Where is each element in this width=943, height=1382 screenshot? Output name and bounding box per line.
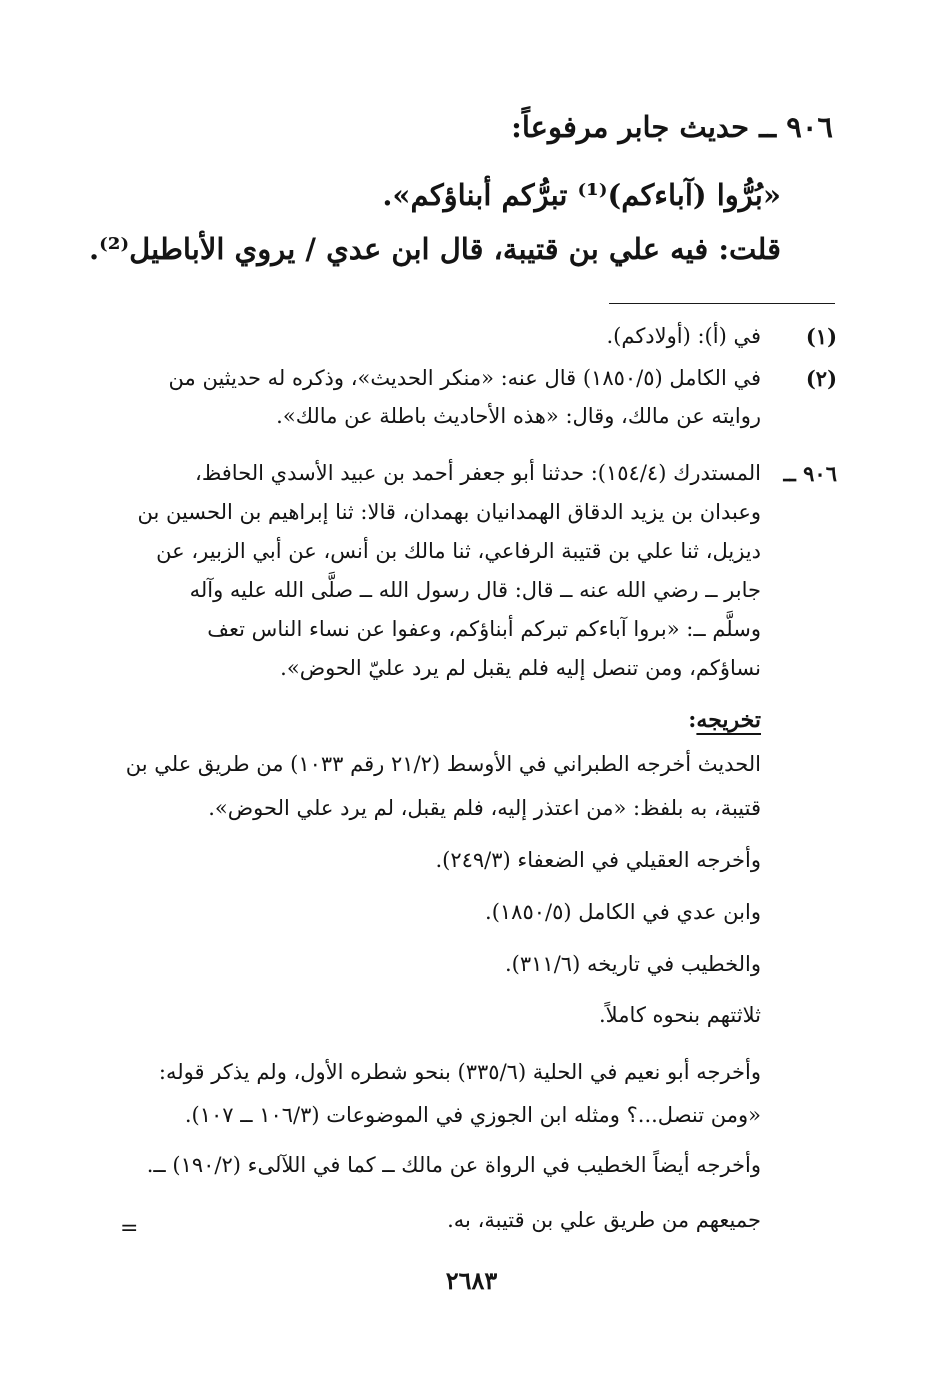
takhrij-line: الحديث أخرجه الطبراني في الأوسط (٢١/٢ رقم ١٠٣٣) من طريق علي بن (125, 752, 761, 776)
hadith-text: «بُرُّوا (آباءكم)⁽¹⁾ تبرُّكم أبناؤكم». (382, 178, 781, 212)
footnote-divider (609, 303, 835, 304)
takhrij-heading-word: تخريجه (696, 707, 761, 733)
sanad-line: وعبدان بن يزيد الدقاق الهمدانيان بهمدان، قالا: ثنا إبراهيم بن الحسين بن (137, 500, 761, 524)
takhrij-line: وأخرجه أبو نعيم في الحلية (٣٣٥/٦) بنحو شطره الأول، ولم يذكر قوله: (158, 1060, 761, 1084)
footnote-1-line-1: في (أ): (أولادكم). (606, 324, 761, 348)
hadith-comment: قلت: فيه علي بن قتيبة، قال ابن عدي / يروي الأباطيل⁽²⁾. (89, 232, 781, 266)
sanad-line: المستدرك (١٥٤/٤): حدثنا أبو جعفر أحمد بن عبيد الأسدي الحافظ، (195, 461, 761, 485)
takhrij-heading (688, 707, 761, 733)
footnote-2-line-2: روايته عن مالك، وقال: «هذه الأحاديث باطلة عن مالك». (276, 404, 761, 428)
continuation-mark: = (120, 1216, 139, 1241)
takhrij-line: ثلاثتهم بنحوه كاملاً. (598, 1003, 761, 1027)
takhrij-line: قتيبة، به بلفظ: «من اعتذر إليه، فلم يقبل، لم يرد علي الحوض». (208, 796, 761, 820)
takhrij-line: والخطيب في تاريخه (٣١١/٦). (505, 952, 761, 976)
footnote-2-line-1: في الكامل (١٨٥٠/٥) قال عنه: «منكر الحديث»، وذكره له حديثين من (168, 366, 761, 390)
takhrij-line: وابن عدي في الكامل (١٨٥٠/٥). (485, 900, 761, 924)
takhrij-heading-colon: : (688, 707, 697, 733)
sanad-line: وسلَّم ــ: «بروا آباءكم تبركم أبناؤكم، وعفوا عن نساء الناس تعف (207, 617, 761, 641)
sanad-line: ديزيل، ثنا علي بن قتيبة الرفاعي، ثنا مالك بن أنس، عن أبي الزبير، عن (156, 539, 761, 563)
hadith-heading: ٩٠٦ ــ حديث جابر مرفوعاً: (511, 110, 833, 144)
sanad-line: نساؤكم، ومن تنصل إليه فلم يقبل لم يرد عليّ الحوض». (280, 656, 761, 680)
takhrij-line: وأخرجه العقيلي في الضعفاء (٢٤٩/٣). (435, 848, 761, 872)
footnote-number-1: (١) (805, 324, 837, 349)
takhrij-line: جميعهم من طريق علي بن قتيبة، به. (447, 1208, 761, 1232)
takhrij-line: «ومن تنصل...؟ ومثله ابن الجوزي في الموضوعات (١٠٦/٣ ــ ١٠٧). (184, 1103, 761, 1127)
sanad-number: ٩٠٦ ــ (783, 461, 837, 486)
footnote-number-2: (٢) (805, 366, 837, 391)
page-number: ٢٦٨٣ (445, 1266, 498, 1295)
sanad-line: جابر ــ رضي الله عنه ــ قال: قال رسول الله ــ صلَّى الله عليه وآله (189, 578, 761, 602)
takhrij-line: وأخرجه أيضاً الخطيب في الرواة عن مالك ــ كما في اللآلىء (١٩٠/٢) ــ. (146, 1153, 761, 1177)
